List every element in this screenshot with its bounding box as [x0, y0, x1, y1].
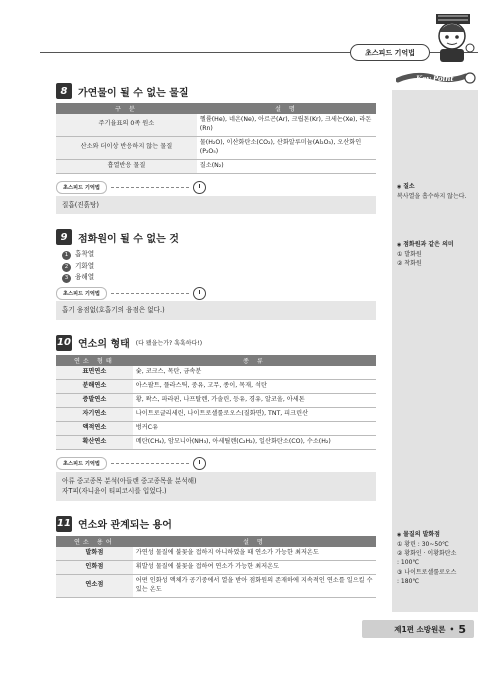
- row-value: 질소(N₂): [197, 159, 376, 173]
- item-number: 1: [62, 251, 71, 260]
- mnemonic-box: [56, 301, 376, 320]
- mnemonic-text: 흡기 융점없(호흡기의 융점은 없다.): [62, 306, 165, 315]
- column-header: 구 분: [56, 103, 197, 114]
- row-value: 황, 왁스, 파라핀, 나프탈렌, 가솔린, 등유, 경유, 알코올, 아세톤: [133, 393, 376, 407]
- clock-icon: [193, 287, 206, 300]
- item-number: 2: [62, 263, 71, 272]
- table-row: [56, 393, 376, 407]
- mnemonic-label: 초스피드 기억법: [56, 181, 107, 194]
- row-value: 나이트로글리세린, 나이트로셀룰로오스(질화면), TNT, 피크린산: [133, 407, 376, 421]
- row-label: 자기연소: [56, 407, 133, 421]
- row-value: 휘발성 물질에 불꽃을 접하여 연소가 가능한 최저온도: [133, 560, 376, 574]
- side-note-title: ◉ 질소: [397, 182, 475, 192]
- column-header: 연소 형태: [56, 355, 133, 366]
- dashed-divider: [111, 463, 189, 464]
- item-text: 융해열: [75, 272, 95, 281]
- row-label: 흡열반응 물질: [56, 159, 197, 173]
- side-note-ignition-points: [397, 530, 475, 586]
- header-tag: 초스피드 기억법: [350, 44, 430, 61]
- row-label: 연소점: [56, 574, 133, 597]
- row-label: 발화점: [56, 547, 133, 560]
- row-value: 물(H₂O), 이산화탄소(CO₂), 산화알루미늄(Al₂O₃), 오산화인(P₂O₅): [197, 136, 376, 159]
- side-note-line: ② 황화인 · 이황화탄소: [397, 550, 457, 558]
- section-9-title: [56, 228, 376, 246]
- side-note-title: ◉ 점화원과 같은 의미: [397, 240, 475, 250]
- side-note-body: 복사열을 흡수하지 않는다.: [397, 192, 467, 200]
- mnemonic-header: [56, 456, 376, 472]
- section-number: 9: [56, 229, 72, 245]
- dashed-divider: [111, 187, 189, 188]
- keypoint-text: Key Point: [416, 74, 454, 83]
- mnemonic-label: 초스피드 기억법: [56, 287, 107, 300]
- dashed-divider: [111, 293, 189, 294]
- mnemonic-header: [56, 285, 376, 301]
- column-header: 연소 용어: [56, 536, 133, 547]
- page-footer: [362, 620, 474, 638]
- section-11-title: [56, 515, 376, 533]
- main-content: [56, 82, 376, 598]
- mnemonic-text: 질흡(진흙탕): [62, 200, 99, 209]
- table-non-combustibles: [56, 103, 376, 174]
- section-title-text: 점화원이 될 수 없는 것: [78, 233, 179, 245]
- side-note-ignition-source: [397, 240, 475, 268]
- mnemonic-text: 아류 중고종목 분석(아들랜 중고종목을 분석해): [62, 476, 197, 485]
- table-row: [56, 366, 376, 379]
- side-note-title: ◉ 물질의 발화점: [397, 530, 475, 540]
- list-item: [62, 272, 376, 283]
- table-row: [56, 114, 376, 136]
- ignition-exclusion-list: [62, 249, 376, 283]
- item-number: 3: [62, 274, 71, 283]
- table-row: [56, 560, 376, 574]
- column-header: 설 명: [133, 536, 376, 547]
- section-title-text: 연소의 형태: [78, 339, 130, 351]
- side-note-nitrogen: [397, 182, 475, 201]
- table-combustion-terms: [56, 536, 376, 598]
- column-header: 설 명: [197, 103, 376, 114]
- row-value: 메탄(CH₄), 암모니아(NH₃), 아세틸렌(C₂H₂), 일산화탄소(CO), 수소(H₂): [133, 435, 376, 449]
- table-row: [56, 435, 376, 449]
- mnemonic-header: [56, 180, 376, 196]
- mascot-firefighter-icon: [428, 8, 480, 64]
- side-note-line: ① 황린 : 30~50℃: [397, 540, 449, 548]
- mnemonic-box: [56, 196, 376, 215]
- table-row: [56, 407, 376, 421]
- side-note-line: ③ 나이트로셀룰로오스: [397, 568, 457, 576]
- table-row: [56, 574, 376, 597]
- section-title-text: 가연물이 될 수 없는 물질: [78, 87, 189, 99]
- table-row: [56, 421, 376, 435]
- row-value: 가연성 물질에 불꽃을 접하지 아니하였을 때 연소가 가능한 최저온도: [133, 547, 376, 560]
- table-row: [56, 547, 376, 560]
- row-value: 헬륨(He), 네온(Ne), 아르곤(Ar), 크립톤(Kr), 크세논(Xe), 라돈(Rn): [197, 114, 376, 136]
- row-label: 증발연소: [56, 393, 133, 407]
- list-item: [62, 249, 376, 260]
- section-8-title: [56, 82, 376, 100]
- list-item: [62, 261, 376, 272]
- row-value: 어떤 인화성 액체가 공기중에서 열을 받아 점화원의 존재하에 지속적인 연소를 일으킬 수 있는 온도: [133, 574, 376, 597]
- row-label: 액적연소: [56, 421, 133, 435]
- column-header: 종 류: [133, 355, 376, 366]
- row-label: 표면연소: [56, 366, 133, 379]
- row-label: 인화점: [56, 560, 133, 574]
- section-title-text: 연소와 관계되는 용어: [78, 520, 172, 532]
- row-label: 분해연소: [56, 379, 133, 393]
- clock-icon: [193, 457, 206, 470]
- section-subtitle: (다 됐을는가? 훅훅하다!): [135, 340, 203, 348]
- side-note-line: : 180℃: [397, 577, 420, 585]
- section-number: 8: [56, 83, 72, 99]
- side-note-line: ① 발화원: [397, 250, 422, 258]
- row-value: 벙커C유: [133, 421, 376, 435]
- section-10-title: [56, 334, 376, 352]
- row-label: 주기율표의 0족 원소: [56, 114, 197, 136]
- mnemonic-label: 초스피드 기억법: [56, 457, 107, 470]
- section-number: 11: [56, 516, 72, 532]
- side-note-line: : 100℃: [397, 559, 420, 567]
- row-label: 산소와 더이상 반응하지 않는 물질: [56, 136, 197, 159]
- item-text: 기화열: [75, 261, 95, 270]
- mnemonic-text: 자T피(자니윤이 티피코시를 입었다.): [62, 487, 167, 496]
- item-text: 흡착열: [75, 250, 95, 259]
- side-note-line: ② 착화원: [397, 260, 422, 268]
- footer-bullet: •: [449, 624, 455, 634]
- row-label: 확산연소: [56, 435, 133, 449]
- section-number: 10: [56, 335, 72, 351]
- footer-text: 제1편 소방원론: [394, 624, 446, 634]
- clock-icon: [193, 181, 206, 194]
- row-value: 숯, 코크스, 목탄, 금속분: [133, 366, 376, 379]
- keypoint-banner: [396, 70, 476, 86]
- table-combustion-types: [56, 355, 376, 450]
- table-row: [56, 136, 376, 159]
- page-number: 5: [458, 622, 466, 636]
- row-value: 아스팔트, 플라스틱, 중유, 고무, 종이, 목재, 석탄: [133, 379, 376, 393]
- table-row: [56, 159, 376, 173]
- table-row: [56, 379, 376, 393]
- mnemonic-box: [56, 472, 376, 501]
